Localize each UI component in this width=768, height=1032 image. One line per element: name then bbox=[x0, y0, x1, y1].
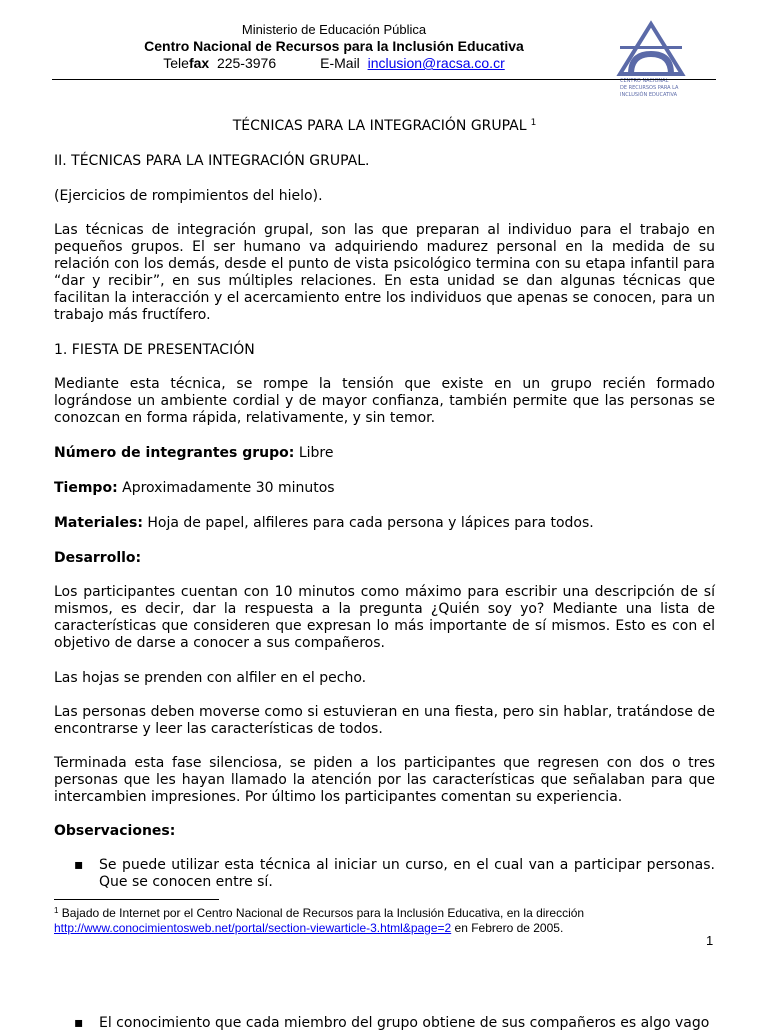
desarrollo-paragraph-4: Terminada esta fase silenciosa, se piden a los participantes que regresen con dos o tres personas que les hayan llamado la atención por las características que señalaban para que intercambien impresiones. Por último los participantes comentan su experiencia. bbox=[54, 755, 715, 805]
tiempo-value: Aproximadamente 30 minutos bbox=[122, 480, 335, 496]
desarrollo-paragraph-3: Las personas deben moverse como si estuvieran en una fiesta, pero sin hablar, tratándose de encontrarse y leer las características de todos. bbox=[54, 704, 715, 737]
contact-line bbox=[100, 55, 568, 72]
ministry-name: Ministerio de Educación Pública bbox=[241, 22, 427, 37]
observacion-bullet bbox=[54, 857, 715, 891]
page-number: 1 bbox=[706, 933, 714, 948]
materiales-value: Hoja de papel, alfileres para cada persona y lápices para todos. bbox=[147, 515, 594, 531]
email-link[interactable]: inclusion@racsa.co.cr bbox=[367, 55, 505, 71]
title-footnote-marker: 1 bbox=[530, 118, 537, 128]
phone-fax: fax bbox=[188, 55, 210, 71]
footnote-link[interactable]: http://www.conocimientosweb.net/portal/section-viewarticle-3.html&page=2 bbox=[54, 921, 452, 935]
materiales-line bbox=[54, 515, 715, 532]
section-subtitle: (Ejercicios de rompimientos del hielo). bbox=[54, 188, 323, 204]
integrantes-line bbox=[54, 445, 715, 462]
desarrollo-paragraph-1: Los participantes cuentan con 10 minutos como máximo para escribir una descripción de sí mismos, es decir, dar la respuesta a la pregunta ¿Quién soy yo? Mediante una lista de características que consideren que expresan lo más importante de sí mismos. Esto es con el objetivo de darse a conocer a sus compañeros. bbox=[54, 584, 715, 651]
integrantes-label: Número de integrantes grupo: bbox=[54, 445, 295, 461]
technique-description: Mediante esta técnica, se rompe la tensión que existe en un grupo recién formado lográndose un ambiente cordial y de mayor confianza, también permite que las personas se conozcan en forma rápida, relativamente, y sin temor. bbox=[54, 376, 715, 426]
footnote-suffix: en Febrero de 2005. bbox=[454, 921, 564, 935]
desarrollo-heading: Desarrollo: bbox=[54, 550, 142, 566]
desarrollo-paragraph-2: Las hojas se prenden con alfiler en el pecho. bbox=[54, 670, 367, 686]
observacion-text: Se puede utilizar esta técnica al iniciar un curso, en el cual van a participar personas. Que se conocen entre sí. bbox=[99, 857, 715, 890]
section-heading: II. TÉCNICAS PARA LA INTEGRACIÓN GRUPAL. bbox=[54, 153, 370, 169]
materiales-label: Materiales: bbox=[54, 515, 143, 531]
integrantes-value: Libre bbox=[298, 445, 334, 461]
footnote bbox=[54, 903, 694, 936]
logo-text-1: CENTRO NACIONAL bbox=[620, 78, 669, 84]
document-body bbox=[54, 108, 715, 891]
email-label: E-Mail bbox=[320, 55, 360, 71]
logo-text-2: DE RECURSOS PARA LA bbox=[620, 85, 679, 91]
center-name: Centro Nacional de Recursos para la Inclusión Educativa bbox=[144, 38, 524, 54]
observaciones-heading: Observaciones: bbox=[54, 823, 176, 839]
center-logo bbox=[616, 20, 686, 108]
phone-prefix: Tele bbox=[163, 55, 189, 71]
logo-text-3: INCLUSIÓN EDUCATIVA bbox=[620, 92, 678, 98]
bullet-dot-icon: ▪ bbox=[74, 857, 84, 873]
tiempo-line bbox=[54, 480, 715, 497]
header-divider bbox=[52, 79, 716, 80]
footnote-text: Bajado de Internet por el Centro Nacional de Recursos para la Inclusión Educativa, en la dirección bbox=[61, 906, 585, 920]
next-page-bullet-text: El conocimiento que cada miembro del grupo obtiene de sus compañeros es algo vago bbox=[99, 1015, 710, 1031]
technique-heading: 1. FIESTA DE PRESENTACIÓN bbox=[54, 342, 255, 358]
intro-paragraph: Las técnicas de integración grupal, son las que preparan al individuo para el trabajo en pequeños grupos. El ser humano va adquiriendo madurez personal en la medida de su relación con los demás, desde el punto de vista psicológico termina con su etapa infantil para “dar y recibir”, en sus múltiples relaciones. En esta unidad se dan algunas técnicas que facilitan la interacción y el acercamiento entre los individuos que apenas se conocen, para un trabajo más fructífero. bbox=[54, 222, 715, 323]
footnote-separator bbox=[54, 899, 219, 900]
footnote-marker: 1 bbox=[54, 906, 59, 915]
next-bullet-dot-icon: ▪ bbox=[74, 1015, 84, 1031]
document-title: TÉCNICAS PARA LA INTEGRACIÓN GRUPAL $^1$ bbox=[232, 118, 537, 134]
tiempo-label: Tiempo: bbox=[54, 480, 118, 496]
phone-number: 225-3976 bbox=[216, 55, 277, 71]
arch-logo-icon bbox=[620, 24, 682, 74]
letterhead bbox=[100, 21, 568, 72]
page-break bbox=[0, 958, 768, 1010]
